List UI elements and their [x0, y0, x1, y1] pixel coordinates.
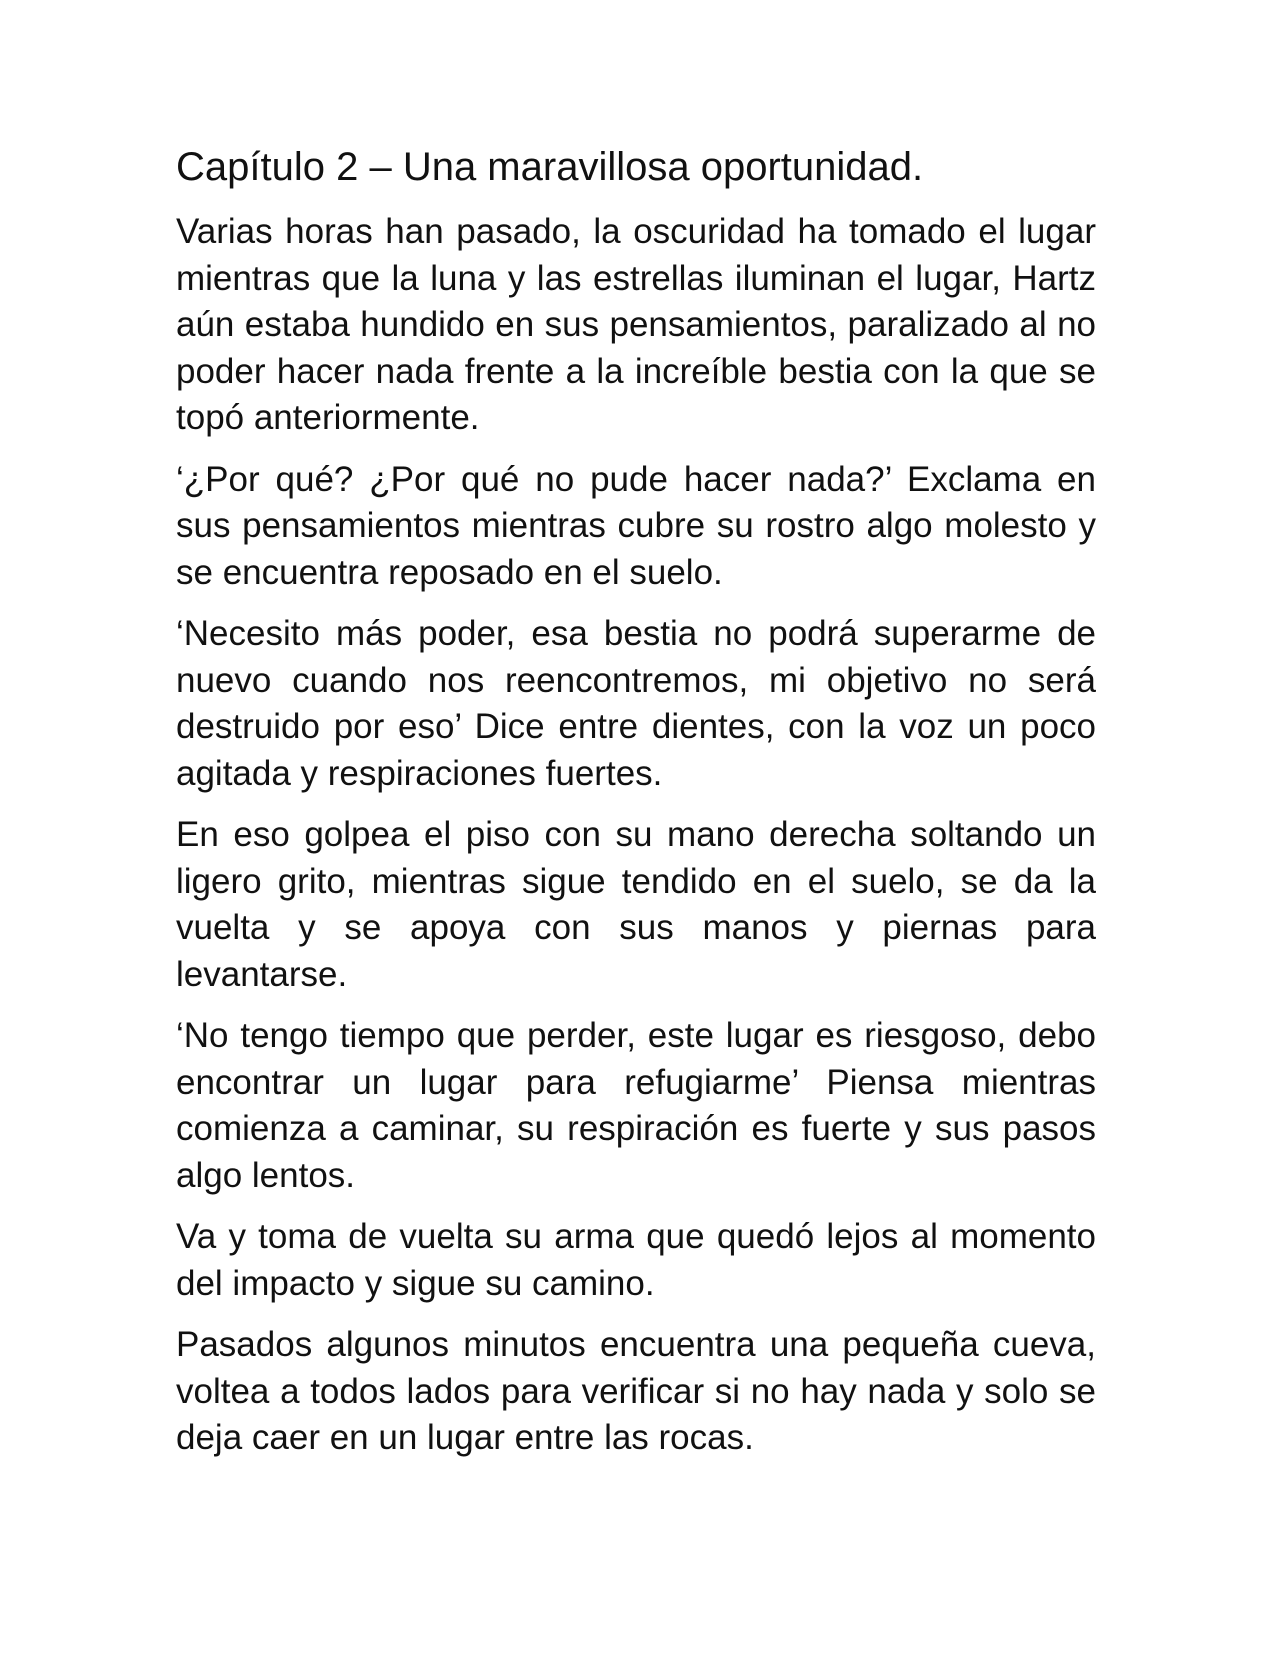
page-content: [176, 143, 1096, 1477]
chapter-title: Capítulo 2 – Una maravillosa oportunidad.: [176, 145, 924, 189]
paragraph: Va y toma de vuelta su arma que quedó lejos al momento del impacto y sigue su camino.: [176, 1217, 1096, 1303]
paragraph: Pasados algunos minutos encuentra una pequeña cueva, voltea a todos lados para verificar si no hay nada y solo se deja caer en un lugar entre las rocas.: [176, 1325, 1096, 1457]
paragraph: ‘¿Por qué? ¿Por qué no pude hacer nada?’ Exclama en sus pensamientos mientras cubre su rostro algo molesto y se encuentra reposado en el suelo.: [176, 459, 1096, 592]
paragraph: En eso golpea el piso con su mano derecha soltando un ligero grito, mientras sigue tendido en el suelo, se da la vuelta y se apoya con sus manos y piernas para levantarse.: [176, 815, 1096, 994]
paragraph: ‘Necesito más poder, esa bestia no podrá superarme de nuevo cuando nos reencontremos, mi objetivo no será destruido por eso’ Dice entre dientes, con la voz un poco agitada y respiraciones fuertes.: [176, 614, 1096, 793]
paragraph: ‘No tengo tiempo que perder, este lugar es riesgoso, debo encontrar un lugar para refugiarme’ Piensa mientras comienza a caminar, su respiración es fuerte y sus pasos algo lentos.: [176, 1016, 1096, 1195]
paragraph: Varias horas han pasado, la oscuridad ha tomado el lugar mientras que la luna y las estrellas iluminan el lugar, Hartz aún estaba hundido en sus pensamientos, paralizado al no poder hacer nada frente a la increíble bestia con la que se topó anteriormente.: [176, 212, 1096, 437]
